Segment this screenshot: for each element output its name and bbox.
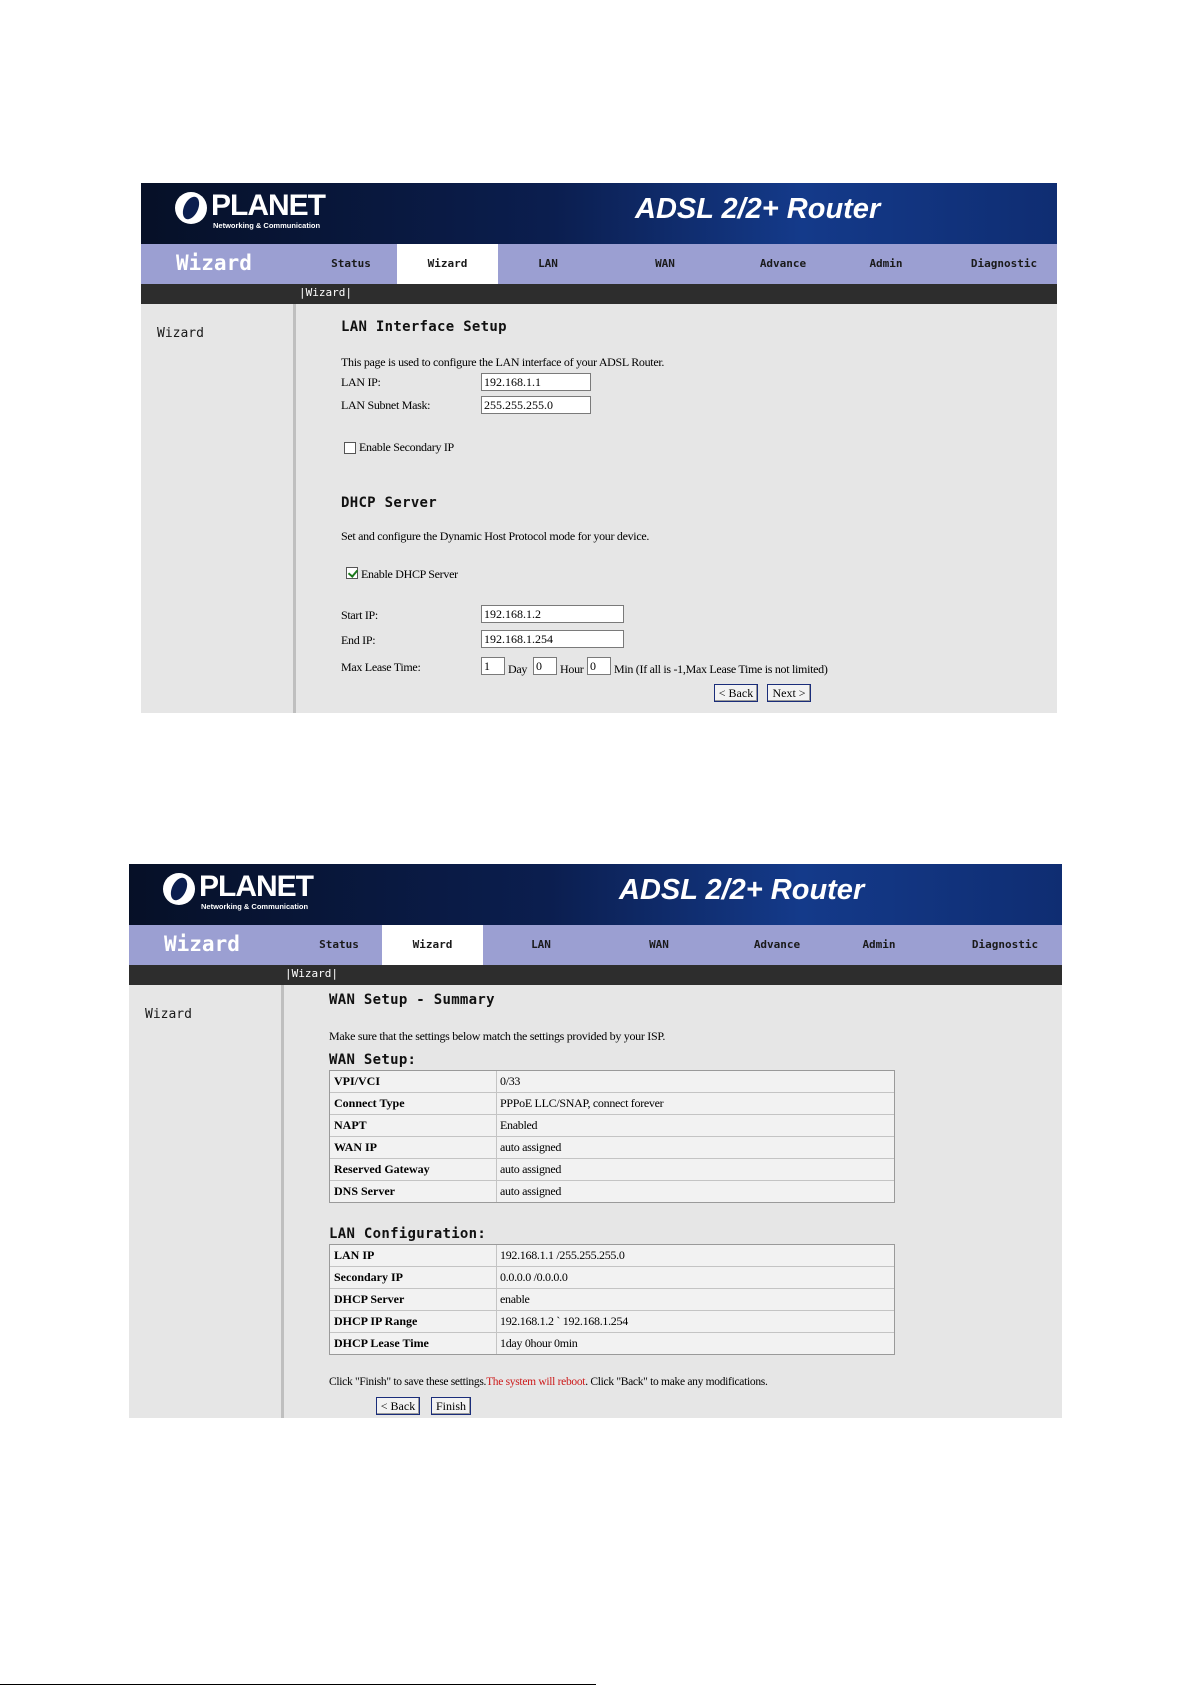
lease-hour-label: Hour — [560, 662, 584, 676]
subnet-mask-label: LAN Subnet Mask: — [341, 398, 431, 412]
tab-wizard[interactable]: Wizard — [397, 244, 498, 284]
tab-advance[interactable]: Advance — [753, 938, 801, 951]
wan-setup-heading: WAN Setup: — [329, 1052, 417, 1068]
lan-setup-content — [296, 304, 1057, 713]
sub-nav-bar — [129, 965, 1062, 985]
lan-configuration-table — [329, 1244, 895, 1355]
tab-admin[interactable]: Admin — [869, 257, 903, 270]
sidebar-item-wizard[interactable]: Wizard — [157, 326, 204, 341]
product-title: ADSL 2/2+ Router — [619, 874, 865, 906]
tab-admin[interactable]: Admin — [862, 938, 896, 951]
lease-hour-input[interactable]: 0 — [533, 657, 557, 675]
nav-section-title: Wizard — [176, 251, 252, 275]
tab-wan[interactable]: WAN — [649, 938, 669, 951]
start-ip-input[interactable]: 192.168.1.2 — [481, 605, 624, 623]
header-banner — [129, 864, 1062, 925]
brand-tagline: Networking & Communication — [201, 902, 309, 911]
planet-logo-icon — [163, 873, 195, 905]
summary-description: Make sure that the settings below match the settings provided by your ISP. — [329, 1029, 666, 1043]
wan-summary-screenshot — [129, 864, 1062, 1418]
table-row: DHCP Server enable — [330, 1289, 894, 1311]
max-lease-label: Max Lease Time: — [341, 660, 421, 674]
sub-nav-bar — [141, 284, 1057, 304]
lan-ip-input[interactable]: 192.168.1.1 — [481, 373, 591, 391]
dhcp-server-title: DHCP Server — [341, 495, 438, 511]
tab-lan[interactable]: LAN — [538, 257, 558, 270]
table-row: NAPT Enabled — [330, 1115, 894, 1137]
table-row: LAN IP 192.168.1.1 /255.255.255.0 — [330, 1245, 894, 1267]
enable-dhcp-label: Enable DHCP Server — [361, 567, 458, 581]
brand-name: PLANET — [211, 189, 325, 222]
secondary-ip-checkbox[interactable] — [344, 442, 356, 454]
table-row: DNS Server auto assigned — [334, 1184, 562, 1198]
subnet-mask-input[interactable]: 255.255.255.0 — [481, 396, 591, 414]
header-banner — [141, 183, 1057, 244]
tab-diagnostic[interactable]: Diagnostic — [970, 257, 1038, 270]
end-ip-label: End IP: — [341, 633, 376, 647]
table-row: DHCP Lease Time 1day 0hour 0min — [334, 1336, 578, 1350]
tab-lan[interactable]: LAN — [531, 938, 551, 951]
sub-nav-wizard[interactable]: |Wizard| — [285, 967, 338, 980]
summary-title: WAN Setup - Summary — [329, 992, 495, 1008]
brand-name: PLANET — [199, 870, 313, 903]
wan-setup-table — [329, 1070, 895, 1203]
table-row: Secondary IP 0.0.0.0 /0.0.0.0 — [330, 1267, 894, 1289]
nav-bar — [141, 244, 1057, 284]
table-row: VPI/VCI 0/33 — [330, 1071, 894, 1093]
lease-min-note: Min (If all is -1,Max Lease Time is not limited) — [614, 662, 828, 676]
tab-diagnostic[interactable]: Diagnostic — [971, 938, 1039, 951]
lan-setup-title: LAN Interface Setup — [341, 319, 507, 335]
table-row: Reserved Gateway auto assigned — [330, 1159, 894, 1181]
product-title: ADSL 2/2+ Router — [635, 193, 881, 225]
nav-section-title: Wizard — [164, 932, 240, 956]
tab-wan[interactable]: WAN — [655, 257, 675, 270]
lease-day-input[interactable]: 1 — [481, 657, 505, 675]
brand-tagline: Networking & Communication — [213, 221, 321, 230]
lan-configuration-heading: LAN Configuration: — [329, 1226, 487, 1242]
reboot-warning: The system will reboot — [486, 1376, 586, 1388]
tab-status[interactable]: Status — [319, 938, 359, 951]
sidebar — [129, 985, 284, 1418]
end-ip-input[interactable]: 192.168.1.254 — [481, 630, 624, 648]
sub-nav-wizard[interactable]: |Wizard| — [299, 286, 352, 299]
table-row: WAN IP auto assigned — [330, 1137, 894, 1159]
sidebar-item-wizard[interactable]: Wizard — [145, 1007, 192, 1022]
finish-button[interactable]: Finish — [431, 1397, 471, 1415]
tab-wizard[interactable]: Wizard — [382, 925, 483, 965]
secondary-ip-label: Enable Secondary IP — [359, 440, 454, 454]
sidebar — [141, 304, 296, 713]
back-button[interactable]: < Back — [376, 1397, 420, 1415]
enable-dhcp-checkbox[interactable] — [346, 567, 358, 579]
summary-panel — [329, 985, 1062, 1418]
lan-setup-description: This page is used to configure the LAN interface of your ADSL Router. — [341, 355, 665, 369]
start-ip-label: Start IP: — [341, 608, 378, 622]
back-button[interactable]: < Back — [714, 684, 758, 702]
next-button[interactable]: Next > — [767, 684, 811, 702]
tab-advance[interactable]: Advance — [759, 257, 807, 270]
finish-note: Click "Finish" to save these settings.The system will reboot. Click "Back" to make any modifications. — [329, 1376, 768, 1388]
lan-ip-label: LAN IP: — [341, 375, 381, 389]
tab-status[interactable]: Status — [331, 257, 371, 270]
lease-min-input[interactable]: 0 — [587, 657, 611, 675]
table-row: DHCP IP Range 192.168.1.2 ` 192.168.1.254 — [330, 1311, 894, 1333]
dhcp-description: Set and configure the Dynamic Host Protocol mode for your device. — [341, 529, 650, 543]
lan-setup-screenshot — [141, 183, 1057, 713]
lease-day-label: Day — [508, 662, 528, 676]
nav-bar — [129, 925, 1062, 965]
planet-logo-icon — [175, 192, 207, 224]
table-row: Connect Type PPPoE LLC/SNAP, connect forever — [330, 1093, 894, 1115]
